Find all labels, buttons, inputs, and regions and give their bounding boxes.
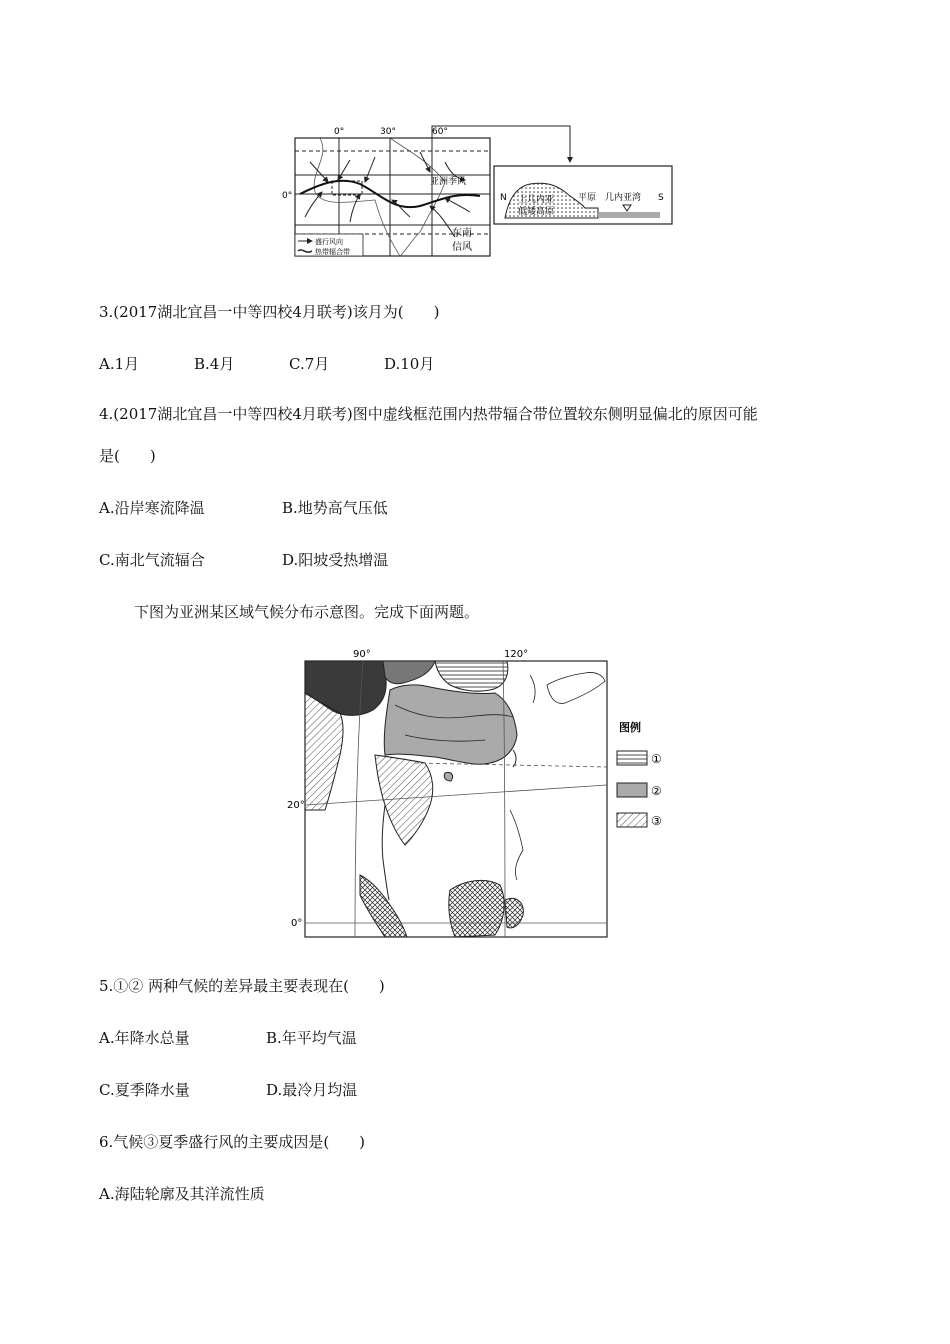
lon-label-60: 60° [432, 127, 448, 137]
asia-climate-map [285, 645, 685, 943]
question-6-option-a[interactable]: A.海陆轮廓及其洋流性质 [99, 1185, 265, 1203]
option-b[interactable]: B.4月 [194, 355, 235, 373]
se-trade-label-1: 东南 [452, 228, 472, 239]
profile-north: N [500, 193, 507, 203]
se-trade-label-2: 信风 [452, 242, 472, 253]
lon-label-90: 90° [353, 649, 371, 660]
lat-label-20: 20° [287, 800, 305, 811]
legend-title: 图例 [619, 721, 641, 734]
africa-wind-figure [280, 122, 680, 262]
lon-label-120: 120° [504, 649, 529, 660]
question-5-options-row2 [99, 1080, 357, 1100]
option-c[interactable]: C.夏季降水量 [99, 1081, 190, 1099]
option-b[interactable]: B.年平均气温 [266, 1029, 357, 1047]
lat-label-0: 0° [291, 918, 303, 929]
legend-label-1: ① [651, 752, 662, 766]
legend-itcz-label: 热带辐合带 [315, 248, 350, 256]
profile-plain: 平原 [578, 193, 597, 203]
legend-swatch-3 [617, 813, 647, 827]
question-6-stem: 6.气候③夏季盛行风的主要成因是( ) [99, 1133, 366, 1151]
option-a[interactable]: A.年降水总量 [99, 1029, 190, 1047]
profile-gulf: 几内亚湾 [605, 193, 642, 203]
question-5-stem: 5.①② 两种气候的差异最主要表现在( ) [99, 977, 385, 995]
legend-swatch-1 [617, 751, 647, 765]
profile-south: S [658, 193, 664, 203]
question-4-stem-line1: 4.(2017湖北宜昌一中等四校4月联考)图中虚线框范围内热带辐合带位置较东侧明显偏北的原因可能 [99, 405, 758, 423]
option-a[interactable]: A.1月 [99, 355, 140, 373]
question-3-options [99, 354, 434, 374]
question-4-options-row1 [99, 498, 388, 518]
legend-label-2: ② [651, 784, 662, 798]
question-4-options-row2 [99, 550, 388, 570]
option-c[interactable]: C.南北气流辐合 [99, 551, 205, 569]
lat-label-0: 0° [282, 191, 293, 201]
asia-monsoon-label: 亚洲季风 [430, 177, 467, 187]
legend-label-3: ③ [651, 814, 662, 828]
profile-plateau-1: 上几内亚 [518, 195, 555, 205]
profile-plateau-2: 低矮高原 [518, 207, 555, 217]
lon-label-30: 30° [380, 127, 396, 137]
lon-label-0: 0° [334, 127, 345, 137]
option-c[interactable]: C.7月 [289, 355, 330, 373]
figure-intro: 下图为亚洲某区域气候分布示意图。完成下面两题。 [134, 603, 480, 621]
legend-swatch-2 [617, 783, 647, 797]
question-3-stem: 3.(2017湖北宜昌一中等四校4月联考)该月为( ) [99, 303, 440, 321]
option-b[interactable]: B.地势高气压低 [282, 499, 388, 517]
option-d[interactable]: D.最冷月均温 [266, 1081, 358, 1099]
option-a[interactable]: A.沿岸寒流降温 [99, 499, 205, 517]
question-4-stem-line2: 是( ) [99, 447, 156, 465]
question-5-options-row1 [99, 1028, 357, 1048]
option-d[interactable]: D.10月 [384, 355, 435, 373]
option-d[interactable]: D.阳坡受热增温 [282, 551, 389, 569]
legend-wind-label: 盛行风向 [315, 238, 343, 246]
